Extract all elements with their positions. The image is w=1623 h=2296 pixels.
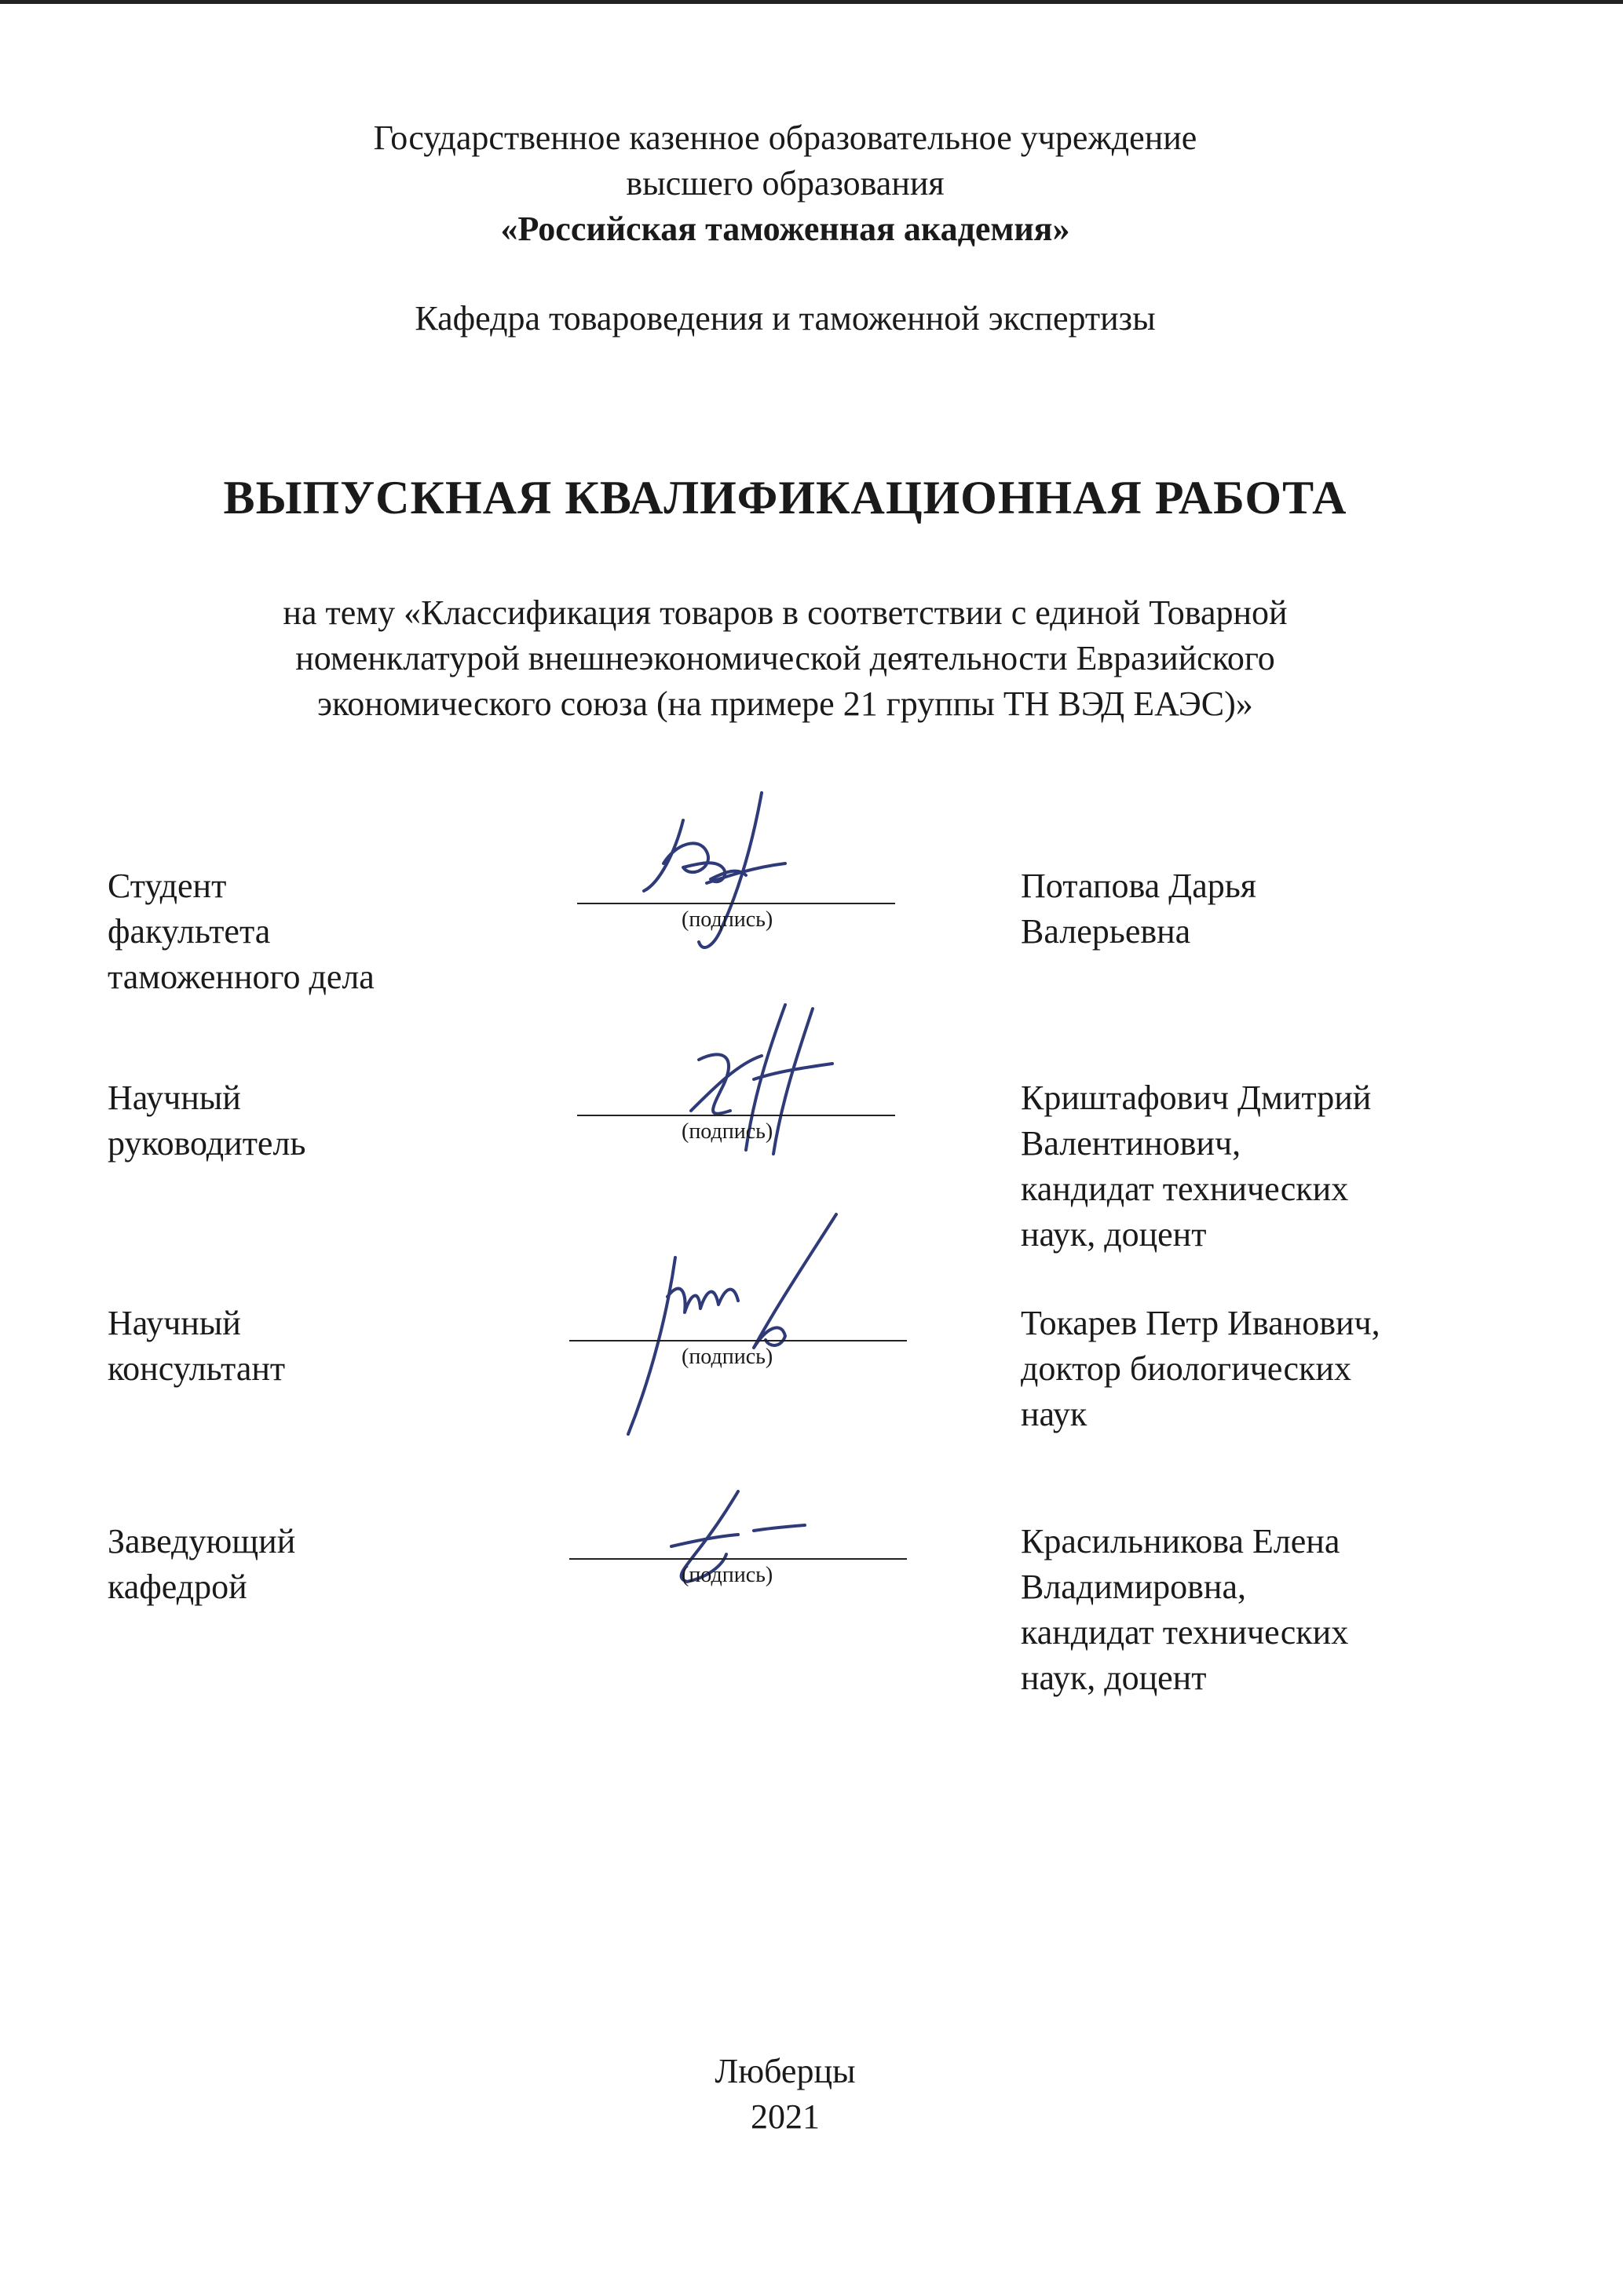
institution-line-1: Государственное казенное образовательное учреждение [373,119,1197,157]
person-name: Токарев Петр Иванович, доктор биологических наук [1021,1304,1380,1433]
document-title: ВЫПУСКНАЯ КВАЛИФИКАЦИОННАЯ РАБОТА [223,472,1347,524]
signature-line [569,1558,907,1560]
topic-line: экономического союза (на примере 21 группы ТН ВЭД ЕАЭС)» [317,684,1253,723]
role-label: Научный руководитель [108,1079,306,1163]
page-top-border [0,0,1623,4]
city: Люберцы [715,2052,856,2090]
signature-line [569,1340,907,1341]
person-name: Красильникова Елена Владимировна, кандидат технических наук, доцент [1021,1522,1349,1697]
role-label: Студент факультета таможенного дела [108,867,375,996]
year: 2021 [751,2097,820,2136]
signature-caption: (подпись) [682,1119,773,1144]
person-name: Криштафович Дмитрий Валентинович, кандидат технических наук, доцент [1021,1079,1372,1254]
department-name: Кафедра товароведения и таможенной экспертизы [415,299,1156,338]
role-label: Заведующий кафедрой [108,1522,296,1606]
student-signature [628,789,817,969]
footer-place-date [0,2049,1570,2140]
consultant-signature [612,1210,864,1438]
signature-caption: (подпись) [682,907,773,932]
role-label: Научный консультант [108,1304,286,1388]
person-name: Потапова Дарья Валерьевна [1021,867,1257,951]
signature-line [577,1115,895,1116]
topic-line: номенклатурой внешнеэкономической деятельности Евразийского [295,639,1275,677]
academy-name: «Российская таможенная академия» [500,210,1070,248]
signature-caption: (подпись) [682,1345,773,1369]
signature-caption: (подпись) [682,1563,773,1587]
signature-line [577,903,895,904]
thesis-topic [0,590,1570,727]
topic-line: на тему «Классификация товаров в соответствии с единой Товарной [283,593,1288,632]
institution-line-2: высшего образования [626,164,945,203]
